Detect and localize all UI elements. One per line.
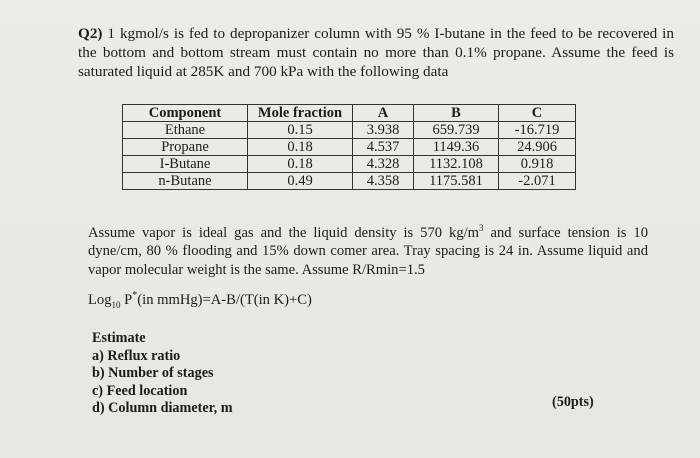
header-component: Component	[123, 105, 248, 122]
cell-mole-fraction: 0.49	[248, 173, 353, 190]
cell-c: -16.719	[499, 122, 576, 139]
assumptions-part2: and surface tension is 10 dyne/cm, 80 % flooding and 15% down comer area. Tray spacing is 24 in. Assume liquid and vapor molecular weight is the same. Assume R/Rmin=1.5	[88, 224, 648, 278]
cell-c: 0.918	[499, 156, 576, 173]
header-a: A	[353, 105, 414, 122]
points-label: (50pts)	[552, 394, 594, 410]
equation-p: P	[120, 291, 133, 308]
question-text	[78, 24, 674, 81]
estimate-item-column-diameter: d) Column diameter, m	[92, 400, 233, 416]
estimate-section	[92, 330, 233, 418]
assumptions-paragraph	[88, 219, 648, 279]
header-mole-fraction: Mole fraction	[248, 105, 353, 122]
cell-mole-fraction: 0.18	[248, 156, 353, 173]
estimate-item-feed-location: c) Feed location	[92, 382, 188, 399]
cell-mole-fraction: 0.18	[248, 139, 353, 156]
cell-a: 4.328	[353, 156, 414, 173]
cell-b: 1149.36	[414, 139, 499, 156]
cell-b: 1132.108	[414, 156, 499, 173]
cell-component: Propane	[123, 139, 248, 156]
table-row	[123, 139, 576, 156]
assumptions-part1: Assume vapor is ideal gas and the liquid density is 570 kg/m	[88, 224, 480, 241]
equation-star: *	[132, 290, 138, 301]
cell-c: -2.071	[499, 173, 576, 190]
question-body: 1 kgmol/s is fed to depropanizer column with 95 % I-butane in the feed to be recovered in the bottom and bottom stream must contain no more than 0.1% propane. Assume the feed is saturated liquid at 285K and 700 kPa with the following data	[78, 25, 674, 80]
estimate-title: Estimate	[92, 330, 146, 346]
cell-a: 4.358	[353, 173, 414, 190]
cell-a: 4.537	[353, 139, 414, 156]
table-row	[123, 122, 576, 139]
component-data-table	[122, 104, 576, 190]
equation-tail: (in mmHg)=A-B/(T(in K)+C)	[137, 291, 312, 308]
table-header-row	[123, 105, 576, 122]
estimate-item-reflux-ratio: a) Reflux ratio	[92, 347, 181, 364]
cell-component: n-Butane	[123, 173, 248, 190]
table-row	[123, 156, 576, 173]
table-row	[123, 173, 576, 190]
cell-c: 24.906	[499, 139, 576, 156]
header-b: B	[414, 105, 499, 122]
equation-base: 10	[111, 299, 121, 310]
question-number: Q2)	[78, 25, 103, 42]
estimate-item-number-of-stages: b) Number of stages	[92, 365, 214, 381]
header-c: C	[499, 105, 576, 122]
cell-a: 3.938	[353, 122, 414, 139]
vapor-pressure-equation	[88, 290, 312, 310]
cell-component: Ethane	[123, 122, 248, 139]
cell-b: 1175.581	[414, 173, 499, 190]
cell-component: I-Butane	[123, 156, 248, 173]
cell-mole-fraction: 0.15	[248, 122, 353, 139]
assumptions-superscript: 3	[479, 223, 484, 233]
cell-b: 659.739	[414, 122, 499, 139]
equation-log: Log	[88, 291, 112, 308]
